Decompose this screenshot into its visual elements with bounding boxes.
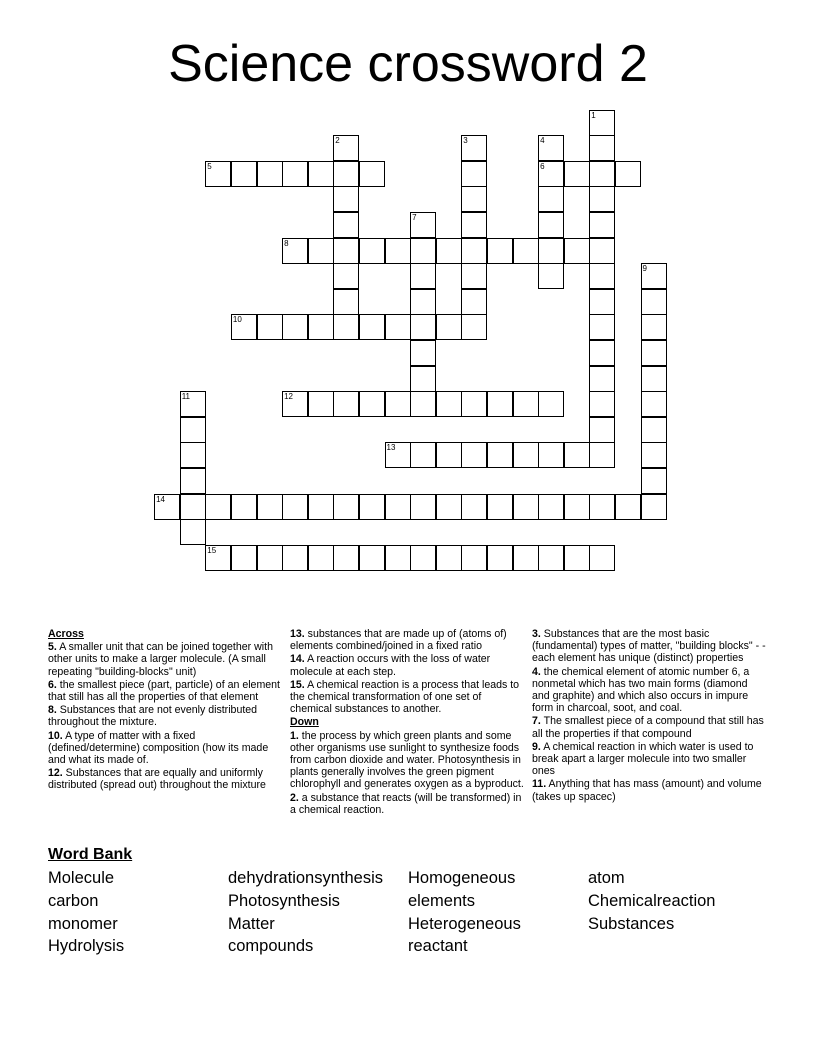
crossword-cell[interactable] (538, 442, 564, 468)
crossword-cell[interactable] (436, 494, 462, 520)
crossword-cell[interactable] (180, 494, 206, 520)
clue-number: 10 (232, 315, 242, 325)
crossword-cell[interactable] (436, 545, 462, 571)
crossword-cell[interactable] (487, 442, 513, 468)
crossword-cell[interactable] (154, 494, 180, 520)
crossword-cell[interactable] (180, 417, 206, 443)
page-title: Science crossword 2 (168, 35, 648, 93)
crossword-cell[interactable] (487, 494, 513, 520)
crossword-cell[interactable] (564, 545, 590, 571)
clue-across-14: 14. A reaction occurs with the loss of water molecule at each step. (290, 653, 491, 678)
crossword-cell[interactable] (589, 289, 615, 315)
crossword-cell[interactable] (641, 494, 667, 520)
crossword-cell[interactable] (231, 545, 257, 571)
word-bank-word: carbon (48, 892, 99, 910)
crossword-cell[interactable] (333, 545, 359, 571)
crossword-cell[interactable] (333, 135, 359, 161)
crossword-cell[interactable] (308, 545, 334, 571)
across-heading: Across (48, 628, 84, 640)
crossword-cell[interactable] (589, 340, 615, 366)
crossword-cell[interactable] (513, 442, 539, 468)
crossword-cell[interactable] (589, 366, 615, 392)
crossword-cell[interactable] (538, 186, 564, 212)
crossword-cell[interactable] (615, 161, 641, 187)
crossword-cell[interactable] (333, 186, 359, 212)
crossword-cell[interactable] (385, 494, 411, 520)
crossword-cell[interactable] (513, 545, 539, 571)
crossword-cell[interactable] (308, 238, 334, 264)
clue-down-3: 3. Substances that are the most basic (fundamental) types of matter, "building blocks" - - each element has unique (distinct) properties (532, 628, 766, 665)
crossword-cell[interactable] (461, 238, 487, 264)
crossword-cell[interactable] (589, 110, 615, 136)
word-bank-word: Homogeneous (408, 869, 516, 887)
clue-across-6: 6. the smallest piece (part, particle) of an element that still has all the properties of that element (48, 678, 281, 704)
crossword-cell[interactable] (359, 238, 385, 264)
crossword-cell[interactable] (308, 391, 334, 417)
clue-down-11: 11. Anything that has mass (amount) and volume (takes up spacec) (532, 778, 762, 803)
word-bank-word: Photosynthesis (228, 892, 340, 910)
crossword-cell[interactable] (436, 391, 462, 417)
crossword-cell[interactable] (538, 263, 564, 289)
crossword-cell[interactable] (231, 494, 257, 520)
crossword-cell[interactable] (385, 545, 411, 571)
crossword-cell[interactable] (641, 289, 667, 315)
crossword-cell[interactable] (180, 519, 206, 545)
crossword-cell[interactable] (461, 135, 487, 161)
word-bank-word: Heterogeneous (408, 915, 521, 933)
clue-number: 9 (642, 264, 647, 274)
crossword-cell[interactable] (461, 545, 487, 571)
crossword-cell[interactable] (589, 442, 615, 468)
crossword-cell[interactable] (282, 238, 308, 264)
crossword-cell[interactable] (282, 161, 308, 187)
crossword-cell[interactable] (359, 314, 385, 340)
crossword-cell[interactable] (436, 314, 462, 340)
crossword-cell[interactable] (538, 238, 564, 264)
word-bank-word: elements (408, 892, 475, 910)
crossword-cell[interactable] (538, 212, 564, 238)
crossword-cell[interactable] (333, 494, 359, 520)
crossword-cell[interactable] (436, 238, 462, 264)
clue-number: 8 (284, 238, 289, 248)
crossword-cell[interactable] (461, 314, 487, 340)
crossword-cell[interactable] (513, 391, 539, 417)
word-bank-word: monomer (48, 915, 118, 933)
crossword-cell[interactable] (564, 494, 590, 520)
crossword-cell[interactable] (410, 314, 436, 340)
crossword-cell[interactable] (282, 545, 308, 571)
word-bank-word: compounds (228, 937, 314, 955)
crossword-cell[interactable] (538, 161, 564, 187)
crossword-cell[interactable] (308, 161, 334, 187)
word-bank-word: atom (588, 869, 625, 887)
clue-down-1: 1. the process by which green plants and some other organisms use sunlight to synthesize foods from carbon dioxide and water. Photosynthesis in plants generally involves the green pigment chlorophyll and generates oxygen as a byproduct. (290, 729, 524, 791)
clue-down-4: 4. the chemical element of atomic number 6, a nonmetal which has two main forms (diamond and graphite) and which also occurs in impure form in charcoal, soot, and coal. (532, 665, 750, 715)
crossword-cell[interactable] (410, 442, 436, 468)
clue-down-9: 9. A chemical reaction in which water is used to break apart a larger molecule into two smaller ones (532, 740, 754, 778)
clue-number: 1 (591, 110, 596, 120)
crossword-cell[interactable] (410, 212, 436, 238)
clue-number: 7 (412, 213, 417, 222)
crossword-cell[interactable] (461, 161, 487, 187)
clue-number: 4 (540, 136, 545, 146)
crossword-cell[interactable] (615, 494, 641, 520)
crossword-cell[interactable] (641, 314, 667, 340)
crossword-cell[interactable] (410, 238, 436, 264)
crossword-cell[interactable] (282, 314, 308, 340)
crossword-cell[interactable] (205, 545, 231, 571)
crossword-cell[interactable] (333, 391, 359, 417)
word-bank-word: Hydrolysis (48, 937, 125, 955)
crossword-cell[interactable] (359, 545, 385, 571)
crossword-cell[interactable] (513, 238, 539, 264)
crossword-cell[interactable] (538, 135, 564, 161)
crossword-cell[interactable] (461, 494, 487, 520)
crossword-cell[interactable] (487, 238, 513, 264)
crossword-cell[interactable] (641, 366, 667, 392)
crossword-cell[interactable] (641, 468, 667, 494)
crossword-cell[interactable] (333, 289, 359, 315)
crossword-cell[interactable] (641, 442, 667, 468)
crossword-cell[interactable] (333, 314, 359, 340)
word-bank-word: Substances (588, 915, 675, 933)
crossword-cell[interactable] (641, 417, 667, 443)
crossword-cell[interactable] (564, 442, 590, 468)
down-heading: Down (290, 716, 319, 729)
clue-across-10: 10. A type of matter with a fixed (defined/determine) composition (how its made and what its made of. (48, 729, 269, 767)
crossword-cell[interactable] (282, 391, 308, 417)
crossword-cell[interactable] (385, 314, 411, 340)
crossword-cell[interactable] (257, 494, 283, 520)
crossword-cell[interactable] (461, 391, 487, 417)
crossword-cell[interactable] (410, 545, 436, 571)
crossword-cell[interactable] (589, 161, 615, 187)
crossword-cell[interactable] (487, 545, 513, 571)
word-bank-word: Molecule (48, 869, 115, 887)
crossword-cell[interactable] (589, 545, 615, 571)
clue-number: 11 (181, 392, 190, 402)
crossword-cell[interactable] (180, 391, 206, 417)
clue-number: 5 (207, 161, 212, 171)
crossword-cell[interactable] (385, 391, 411, 417)
crossword-cell[interactable] (205, 161, 231, 187)
crossword-cell[interactable] (589, 238, 615, 264)
crossword-cell[interactable] (231, 161, 257, 187)
crossword-cell[interactable] (641, 391, 667, 417)
clue-across-8: 8. Substances that are not evenly distributed throughout the mixture. (48, 704, 258, 729)
clue-number: 3 (463, 136, 468, 146)
crossword-cell[interactable] (564, 238, 590, 264)
crossword-cell[interactable] (410, 340, 436, 366)
crossword-cell[interactable] (641, 263, 667, 289)
clue-number: 14 (156, 494, 165, 504)
crossword-cell[interactable] (180, 468, 206, 494)
clue-column-2 (290, 628, 526, 817)
clue-down-2: 2. a substance that reacts (will be transformed) in a chemical reaction. (290, 791, 522, 816)
crossword-cell[interactable] (410, 263, 436, 289)
crossword-cell[interactable] (308, 314, 334, 340)
clue-across-5: 5. A smaller unit that can be joined together with other units to make a larger molecule. (A small repeating "building-blocks" unit) (48, 641, 273, 678)
crossword-cell[interactable] (410, 494, 436, 520)
crossword-cell[interactable] (461, 186, 487, 212)
clue-number: 13 (386, 443, 396, 453)
clue-number: 15 (207, 545, 217, 555)
crossword-cell[interactable] (359, 494, 385, 520)
crossword-cell[interactable] (410, 366, 436, 392)
crossword-cell[interactable] (589, 494, 615, 520)
clue-number: 2 (335, 136, 340, 146)
crossword-cell[interactable] (589, 135, 615, 161)
crossword-cell[interactable] (589, 391, 615, 417)
crossword-cell[interactable] (333, 263, 359, 289)
clue-number: 12 (284, 392, 293, 402)
clue-across-15: 15. A chemical reaction is a process that leads to the chemical transformation of one set of chemical substances to another. (290, 678, 520, 716)
word-bank-word: Matter (228, 915, 275, 933)
crossword-cell[interactable] (589, 314, 615, 340)
crossword-cell[interactable] (257, 161, 283, 187)
clue-across-13: 13. substances that are made up of (atoms of) elements combined/joined in a fixed ratio (290, 628, 507, 653)
crossword-cell[interactable] (589, 263, 615, 289)
clue-down-7: 7. The smallest piece of a compound that still has all the properties if that compound (532, 715, 764, 740)
crossword-cell[interactable] (385, 238, 411, 264)
crossword-cell[interactable] (359, 161, 385, 187)
crossword-cell[interactable] (513, 494, 539, 520)
crossword-cell[interactable] (487, 391, 513, 417)
crossword-cell[interactable] (641, 340, 667, 366)
crossword-cell[interactable] (538, 545, 564, 571)
clue-across-12: 12. Substances that are equally and uniformly distributed (spread out) throughout the mixture (48, 767, 266, 792)
clue-column-3 (532, 628, 768, 804)
crossword-cell[interactable] (308, 494, 334, 520)
crossword-cell[interactable] (385, 442, 411, 468)
word-bank-word: Chemicalreaction (588, 892, 716, 910)
crossword-cell[interactable] (333, 238, 359, 264)
crossword-cell[interactable] (257, 314, 283, 340)
crossword-cell[interactable] (333, 161, 359, 187)
crossword-cell[interactable] (589, 417, 615, 443)
crossword-cell[interactable] (589, 186, 615, 212)
crossword-cell[interactable] (231, 314, 257, 340)
crossword-cell[interactable] (410, 289, 436, 315)
clue-number: 6 (540, 161, 545, 171)
crossword-cell[interactable] (257, 545, 283, 571)
crossword-cell[interactable] (205, 494, 231, 520)
crossword-cell[interactable] (461, 289, 487, 315)
crossword-cell[interactable] (461, 263, 487, 289)
crossword-cell[interactable] (359, 391, 385, 417)
word-bank-word: reactant (408, 937, 468, 955)
clue-column-1 (48, 628, 284, 793)
crossword-cell[interactable] (461, 442, 487, 468)
crossword-cell[interactable] (180, 442, 206, 468)
crossword-cell[interactable] (333, 212, 359, 238)
crossword-cell[interactable] (564, 161, 590, 187)
crossword-cell[interactable] (461, 212, 487, 238)
crossword-cell[interactable] (538, 494, 564, 520)
crossword-cell[interactable] (436, 442, 462, 468)
crossword-cell[interactable] (589, 212, 615, 238)
word-bank-word: dehydrationsynthesis (228, 869, 384, 887)
crossword-cell[interactable] (410, 391, 436, 417)
crossword-cell[interactable] (538, 391, 564, 417)
word-bank-heading: Word Bank (48, 846, 133, 863)
crossword-cell[interactable] (282, 494, 308, 520)
